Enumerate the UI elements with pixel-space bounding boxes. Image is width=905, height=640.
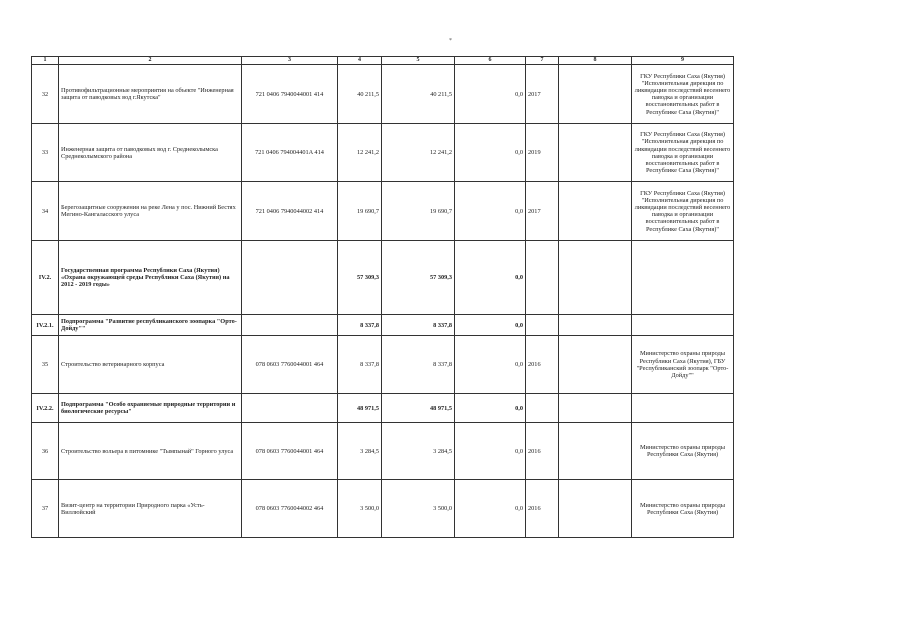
responsible-org: Министерство охраны природы Республики Саха (Якутия), ГБУ "Республиканский зоопарк "Орто-Дойду""	[632, 336, 734, 394]
year	[526, 315, 559, 336]
amount-planned: 3 500,0	[382, 480, 455, 538]
year: 2016	[526, 423, 559, 480]
amount-difference: 0,0	[455, 336, 526, 394]
budget-code: 721 0406 7940044001 414	[242, 65, 338, 124]
budget-code	[242, 315, 338, 336]
header-cell: 4	[338, 57, 382, 65]
header-cell: 9	[632, 57, 734, 65]
amount-planned: 48 971,5	[382, 394, 455, 423]
amount-difference: 0,0	[455, 124, 526, 182]
program-row	[32, 241, 734, 315]
header-cell: 1	[32, 57, 59, 65]
column-8-cell	[559, 423, 632, 480]
amount-total: 3 284,5	[338, 423, 382, 480]
amount-planned: 8 337,8	[382, 315, 455, 336]
row-number: 35	[32, 336, 59, 394]
column-8-cell	[559, 65, 632, 124]
budget-table	[31, 56, 734, 538]
item-name: Берегозащитные сооружения на реке Лена у пос. Нижний Бестях Мегино-Кангаласского улуса	[59, 182, 242, 241]
column-8-cell	[559, 315, 632, 336]
item-name: Инженерная защита от паводковых вод г. Среднеколымска Среднеколымского района	[59, 124, 242, 182]
item-name: Визит-центр на территории Природного парка «Усть-Виллюйский	[59, 480, 242, 538]
item-name: Строительство вольера в питомнике "Тымпынай" Горного улуса	[59, 423, 242, 480]
amount-planned: 12 241,2	[382, 124, 455, 182]
column-8-cell	[559, 480, 632, 538]
row-number: 34	[32, 182, 59, 241]
responsible-org	[632, 315, 734, 336]
row-number: IV.2.	[32, 241, 59, 315]
item-name: Государственная программа Республики Саха (Якутия) «Охрана окружающей среды Республики Саха (Якутия) на 2012 - 2019 годы»	[59, 241, 242, 315]
budget-code	[242, 394, 338, 423]
responsible-org	[632, 241, 734, 315]
table-row	[32, 65, 734, 124]
row-number: IV.2.2.	[32, 394, 59, 423]
header-cell: 2	[59, 57, 242, 65]
responsible-org	[632, 394, 734, 423]
row-number: 36	[32, 423, 59, 480]
budget-code: 721 0406 794004401A 414	[242, 124, 338, 182]
header-cell: 5	[382, 57, 455, 65]
row-number: 32	[32, 65, 59, 124]
row-number: IV.2.1.	[32, 315, 59, 336]
year: 2017	[526, 182, 559, 241]
header-cell: 6	[455, 57, 526, 65]
item-name: Противофильтрационные мероприятия на объекте "Инженерная защита от паводковых вод г.Якутска"	[59, 65, 242, 124]
amount-total: 3 500,0	[338, 480, 382, 538]
table-row	[32, 336, 734, 394]
table-row	[32, 480, 734, 538]
budget-code: 078 0603 7760044001 464	[242, 336, 338, 394]
table-row	[32, 124, 734, 182]
responsible-org: ГКУ Республики Саха (Якутия) "Исполнительная дирекция по ликвидации последствий весеннего паводка и организации восстановительных работ в Республике Саха (Якутия)"	[632, 124, 734, 182]
amount-total: 12 241,2	[338, 124, 382, 182]
subprogram-row	[32, 315, 734, 336]
subprogram-row	[32, 394, 734, 423]
year	[526, 241, 559, 315]
budget-code: 721 0406 7940044002 414	[242, 182, 338, 241]
amount-total: 8 337,8	[338, 315, 382, 336]
year: 2016	[526, 480, 559, 538]
year: 2016	[526, 336, 559, 394]
amount-difference: 0,0	[455, 394, 526, 423]
column-8-cell	[559, 182, 632, 241]
column-8-cell	[559, 394, 632, 423]
item-name: Подпрограмма "Особо охраняемые природные территории и биологические ресурсы"	[59, 394, 242, 423]
amount-total: 57 309,3	[338, 241, 382, 315]
amount-total: 40 211,5	[338, 65, 382, 124]
year: 2017	[526, 65, 559, 124]
year	[526, 394, 559, 423]
amount-total: 48 971,5	[338, 394, 382, 423]
year: 2019	[526, 124, 559, 182]
amount-planned: 3 284,5	[382, 423, 455, 480]
amount-total: 8 337,8	[338, 336, 382, 394]
amount-difference: 0,0	[455, 65, 526, 124]
header-cell: 8	[559, 57, 632, 65]
amount-planned: 40 211,5	[382, 65, 455, 124]
responsible-org: Министерство охраны природы Республики Саха (Якутия)	[632, 480, 734, 538]
budget-code: 078 0603 7760044002 464	[242, 480, 338, 538]
table-row	[32, 423, 734, 480]
column-8-cell	[559, 336, 632, 394]
page-number: *	[449, 38, 452, 44]
item-name: Подпрограмма "Развитие республиканского зоопарка "Орто-Дойду""	[59, 315, 242, 336]
amount-planned: 57 309,3	[382, 241, 455, 315]
column-8-cell	[559, 124, 632, 182]
amount-planned: 8 337,8	[382, 336, 455, 394]
amount-difference: 0,0	[455, 315, 526, 336]
column-8-cell	[559, 241, 632, 315]
responsible-org: ГКУ Республики Саха (Якутия) "Исполнительная дирекция по ликвидации последствий весеннего паводка и организации восстановительных работ в Республике Саха (Якутия)"	[632, 182, 734, 241]
amount-difference: 0,0	[455, 480, 526, 538]
budget-code	[242, 241, 338, 315]
responsible-org: ГКУ Республики Саха (Якутия) "Исполнительная дирекция по ликвидации последствий весеннего паводка и организации восстановительных работ в Республике Саха (Якутия)"	[632, 65, 734, 124]
header-cell: 3	[242, 57, 338, 65]
row-number: 37	[32, 480, 59, 538]
budget-code: 078 0603 7760044001 464	[242, 423, 338, 480]
column-number-row	[32, 57, 734, 65]
header-cell: 7	[526, 57, 559, 65]
amount-difference: 0,0	[455, 423, 526, 480]
row-number: 33	[32, 124, 59, 182]
responsible-org: Министерство охраны природы Республики Саха (Якутия)	[632, 423, 734, 480]
table-row	[32, 182, 734, 241]
item-name: Строительство ветеринарного корпуса	[59, 336, 242, 394]
amount-total: 19 690,7	[338, 182, 382, 241]
amount-planned: 19 690,7	[382, 182, 455, 241]
amount-difference: 0,0	[455, 241, 526, 315]
amount-difference: 0,0	[455, 182, 526, 241]
